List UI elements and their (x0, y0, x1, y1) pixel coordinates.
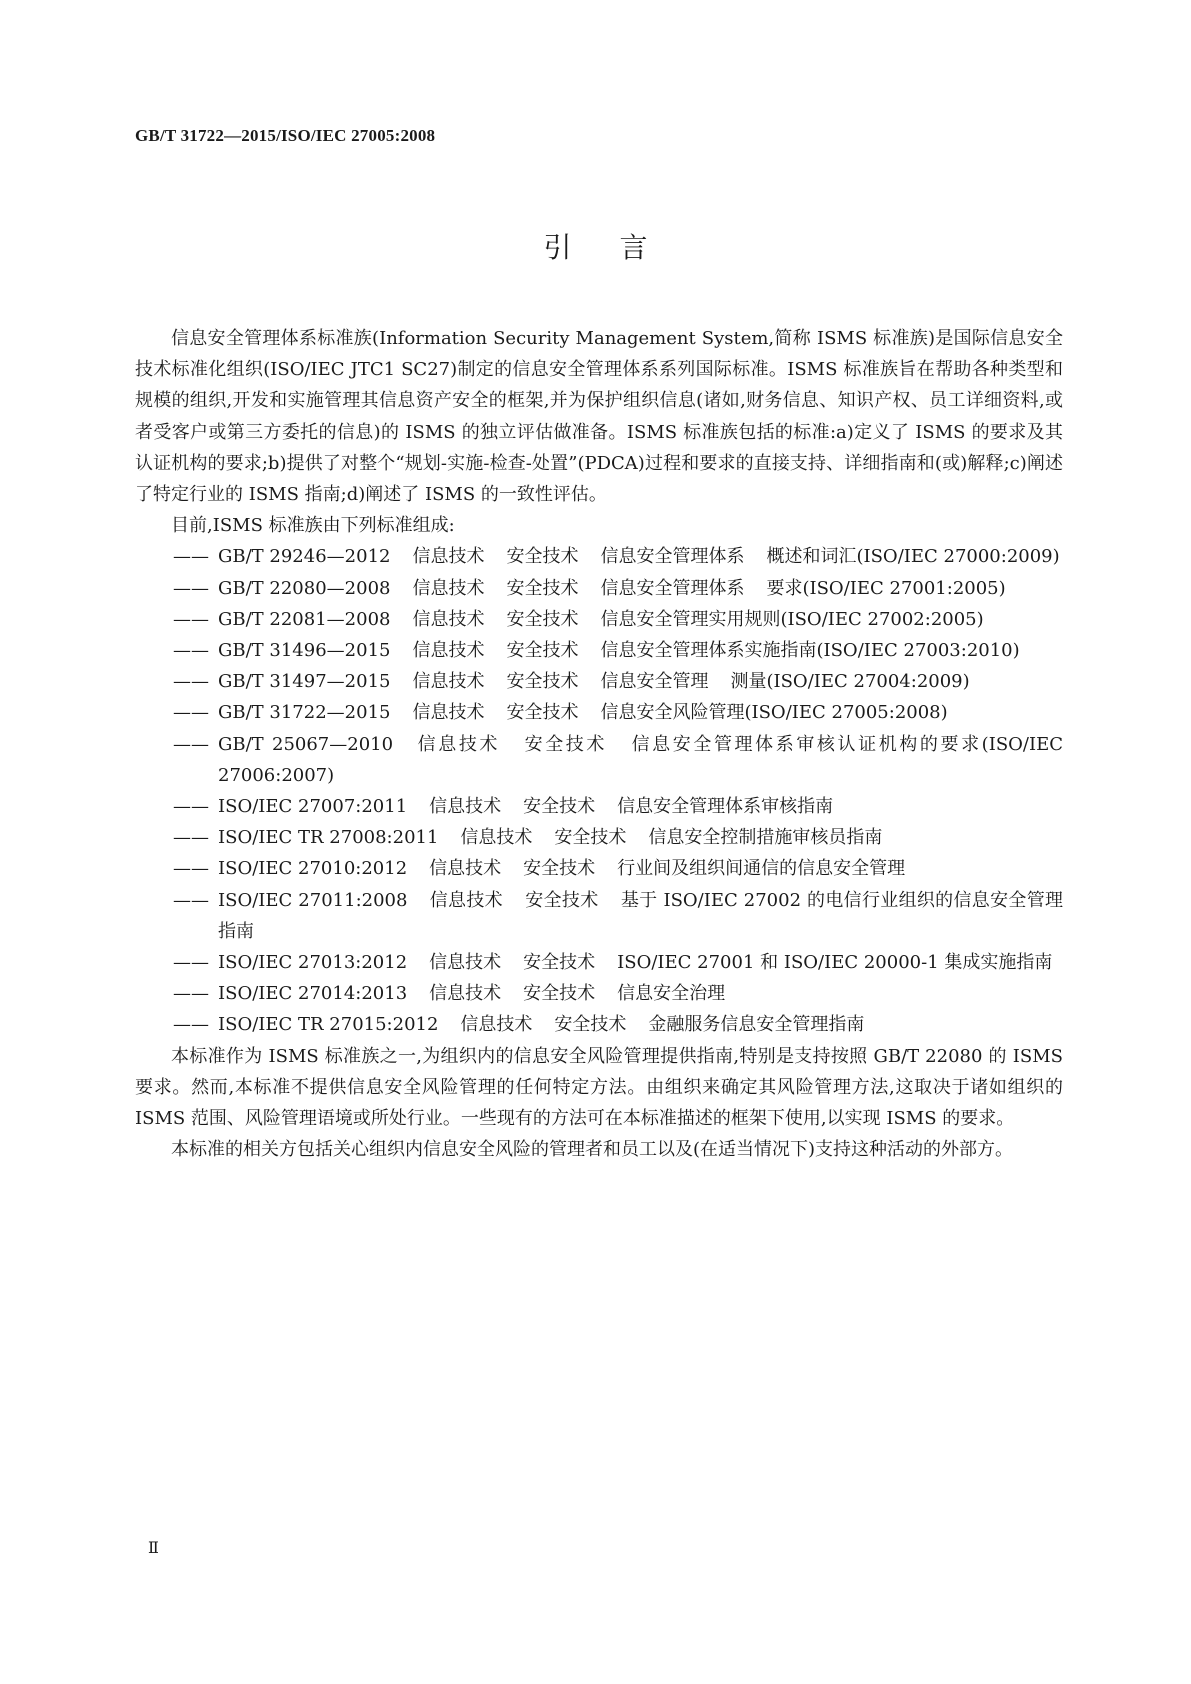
standard-title-part: 信息安全管理体系实施指南(ISO/IEC 27003:2010) (600, 640, 1020, 662)
standards-list (135, 541, 1063, 1040)
standard-code: GB/T 22081—2008 (218, 608, 391, 630)
standard-list-item (135, 822, 1063, 853)
list-dash: —— (173, 952, 209, 974)
standard-list-item (135, 1009, 1063, 1040)
standard-title-part: 安全技术 (523, 983, 596, 1005)
standard-title-part: 行业间及组织间通信的信息安全管理 (617, 858, 906, 880)
standard-title-part: 安全技术 (554, 827, 627, 849)
standard-title-part: 安全技术 (506, 671, 579, 693)
standard-title-part: 信息技术 (429, 858, 502, 880)
standard-list-item (135, 573, 1063, 604)
page-number: Ⅱ (148, 1540, 159, 1557)
standard-title-part: 信息技术 (412, 577, 485, 599)
standard-list-item (135, 853, 1063, 884)
standard-title-part: 信息技术 (460, 1014, 533, 1036)
page-title: 引言 (543, 231, 696, 264)
standard-title-part: 安全技术 (523, 796, 596, 818)
standard-title-part: 安全技术 (506, 702, 579, 724)
standard-title-part: 信息技术 (415, 733, 501, 755)
standard-title-part: 信息技术 (412, 702, 485, 724)
standard-list-item (135, 697, 1063, 728)
standard-title-part: 信息技术 (460, 827, 533, 849)
list-dash: —— (173, 733, 209, 755)
standard-title-part: 安全技术 (506, 608, 579, 630)
standard-code: GB/T 31722—2015 (218, 702, 391, 724)
standard-title-part: 金融服务信息安全管理指南 (648, 1014, 865, 1036)
list-dash: —— (173, 546, 209, 568)
standard-title-part: 信息技术 (412, 546, 485, 568)
standard-code: ISO/IEC 27007:2011 (218, 796, 408, 818)
list-dash: —— (173, 983, 209, 1005)
standard-title-part: 概述和词汇(ISO/IEC 27000:2009) (766, 546, 1060, 568)
standard-title-part: 信息技术 (412, 608, 485, 630)
standard-code: ISO/IEC TR 27008:2011 (218, 827, 439, 849)
standard-code: ISO/IEC 27014:2013 (218, 983, 408, 1005)
standard-title-part: 信息技术 (429, 983, 502, 1005)
standard-list-item (135, 635, 1063, 666)
list-dash: —— (173, 827, 209, 849)
standard-title-part: 信息技术 (412, 671, 485, 693)
standard-list-item (135, 541, 1063, 572)
standard-code: ISO/IEC 27011:2008 (218, 889, 408, 911)
standard-list-item (135, 978, 1063, 1009)
standard-list-item (135, 666, 1063, 697)
list-dash: —— (173, 889, 209, 911)
standard-list-item (135, 885, 1063, 947)
standard-code: GB/T 31497—2015 (218, 671, 391, 693)
standard-title-part: 安全技术 (524, 889, 599, 911)
standard-title-part: 安全技术 (523, 952, 596, 974)
standard-code: GB/T 25067—2010 (218, 733, 394, 755)
standard-code: GB/T 29246—2012 (218, 546, 391, 568)
standard-title-part: 信息安全控制措施审核员指南 (648, 827, 883, 849)
standard-title-part: 信息安全管理 (600, 671, 709, 693)
document-body (135, 323, 1063, 1165)
intro-paragraph-2: 目前,ISMS 标准族由下列标准组成: (171, 515, 455, 537)
standard-title-part: 信息安全管理体系审核认证机构的要求(ISO/IEC 27006:2007) (218, 733, 1063, 786)
list-dash: —— (173, 671, 209, 693)
standard-title-part: 安全技术 (506, 577, 579, 599)
list-dash: —— (173, 608, 209, 630)
list-dash: —— (173, 796, 209, 818)
standard-title-part: 安全技术 (506, 546, 579, 568)
list-dash: —— (173, 640, 209, 662)
list-dash: —— (173, 577, 209, 599)
closing-paragraph-1: 本标准作为 ISMS 标准族之一,为组织内的信息安全风险管理提供指南,特别是支持按照 GB/T 22080 的 ISMS 要求。然而,本标准不提供信息安全风险管理的任何特定方法。由组织来确定其风险管理方法,这取决于诸如组织的 ISMS 范围、风险管理语境或所处行业。一些现有的方法可在本标准描述的框架下使用,以实现 ISMS 的要求。 (135, 1045, 1063, 1130)
standard-code: GB/T 22080—2008 (218, 577, 391, 599)
standard-code: ISO/IEC 27013:2012 (218, 952, 408, 974)
list-dash: —— (173, 702, 209, 724)
standard-title-part: 信息安全管理体系 (600, 577, 745, 599)
standard-title-part: 安全技术 (522, 733, 607, 755)
standard-title-part: 信息技术 (429, 796, 502, 818)
standard-title-part: 信息技术 (429, 952, 502, 974)
standard-title-part: 信息技术 (412, 640, 485, 662)
standard-title-part: 信息安全管理体系审核指南 (617, 796, 834, 818)
standard-title-part: 要求(ISO/IEC 27001:2005) (766, 577, 1006, 599)
standard-code: ISO/IEC 27010:2012 (218, 858, 408, 880)
standard-title-part: ISO/IEC 27001 和 ISO/IEC 20000-1 集成实施指南 (617, 952, 1053, 974)
standard-title-part: 安全技术 (554, 1014, 627, 1036)
standard-title-part: 基于 ISO/IEC 27002 的电信行业组织的信息安全管理指南 (218, 889, 1064, 942)
standard-list-item (135, 604, 1063, 635)
standard-list-item (135, 947, 1063, 978)
standard-title-part: 测量(ISO/IEC 27004:2009) (730, 671, 970, 693)
list-dash: —— (173, 1014, 209, 1036)
standard-title-part: 安全技术 (523, 858, 596, 880)
standard-code-header: GB/T 31722—2015/ISO/IEC 27005:2008 (135, 126, 436, 145)
standard-title-part: 信息安全风险管理(ISO/IEC 27005:2008) (600, 702, 948, 724)
standard-title-part: 信息技术 (429, 889, 503, 911)
standard-title-part: 信息安全管理实用规则(ISO/IEC 27002:2005) (600, 608, 984, 630)
standard-code: ISO/IEC TR 27015:2012 (218, 1014, 439, 1036)
standard-title-part: 信息安全治理 (617, 983, 726, 1005)
closing-paragraph-2: 本标准的相关方包括关心组织内信息安全风险的管理者和员工以及(在适当情况下)支持这种活动的外部方。 (171, 1139, 1014, 1161)
standard-list-item (135, 791, 1063, 822)
standard-list-item (135, 729, 1063, 791)
intro-paragraph-1: 信息安全管理体系标准族(Information Security Management System,简称 ISMS 标准族)是国际信息安全技术标准化组织(ISO/IEC JTC1 SC27)制定的信息安全管理体系系列国际标准。ISMS 标准族旨在帮助各种类型和规模的组织,开发和实施管理其信息资产安全的框架,并为保护组织信息(诸如,财务信息、知识产权、员工详细资料,或者受客户或第三方委托的信息)的 ISMS 的独立评估做准备。ISMS 标准族包括的标准:a)定义了 ISMS 的要求及其认证机构的要求;b)提供了对整个“规划-实施-检查-处置”(PDCA)过程和要求的直接支持、详细指南和(或)解释;c)阐述了特定行业的 ISMS 指南;d)阐述了 ISMS 的一致性评估。 (135, 328, 1063, 506)
standard-title-part: 信息安全管理体系 (600, 546, 745, 568)
standard-code: GB/T 31496—2015 (218, 640, 391, 662)
standard-title-part: 安全技术 (506, 640, 579, 662)
list-dash: —— (173, 858, 209, 880)
